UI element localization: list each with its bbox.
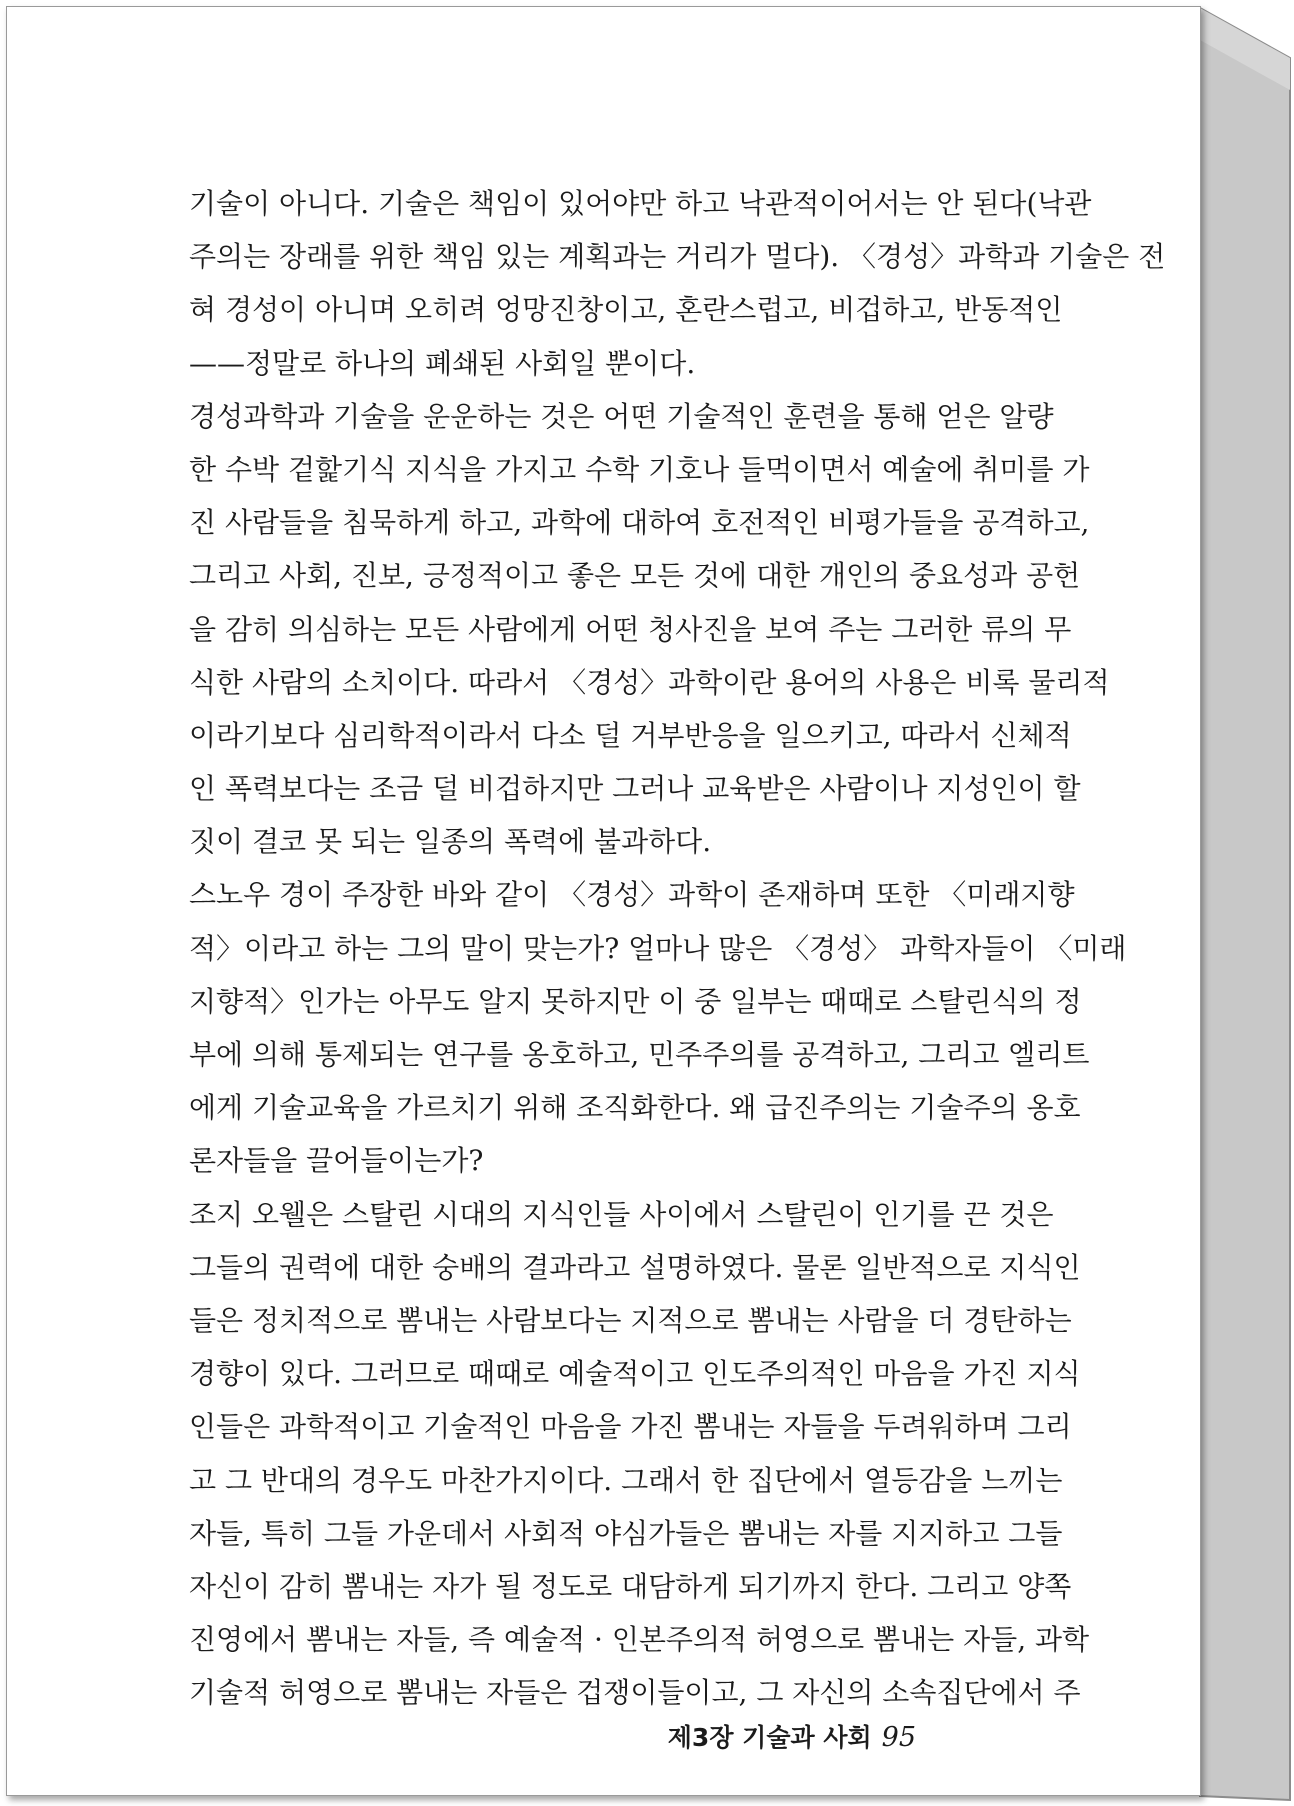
text-line: 에게 기술교육을 가르치기 위해 조직화한다. 왜 급진주의는 기술주의 옹호 xyxy=(189,1091,1081,1125)
text-line: 적〉이라고 하는 그의 말이 맞는가? 얼마나 많은 〈경성〉 과학자들이 〈미래 xyxy=(189,931,1127,965)
text-line: 들은 정치적으로 뽐내는 사람보다는 지적으로 뽐내는 사람을 더 경탄하는 xyxy=(189,1303,1072,1337)
text-line: 고 그 반대의 경우도 마찬가지이다. 그래서 한 집단에서 열등감을 느끼는 xyxy=(189,1463,1063,1497)
text-line: 스노우 경이 주장한 바와 같이 〈경성〉과학이 존재하며 또한 〈미래지향 xyxy=(189,878,1075,912)
text-line: 기술적 허영으로 뽐내는 자들은 겁쟁이들이고, 그 자신의 소속집단에서 주 xyxy=(189,1676,1081,1710)
book-page xyxy=(6,6,1201,1796)
text-line: 주의는 장래를 위한 책임 있는 계획과는 거리가 멀다). 〈경성〉과학과 기술은 전 xyxy=(189,240,1166,274)
text-line: 그들의 권력에 대한 숭배의 결과라고 설명하였다. 물론 일반적으로 지식인 xyxy=(189,1250,1081,1284)
text-line: 기술이 아니다. 기술은 책임이 있어야만 하고 낙관적이어서는 안 된다(낙관 xyxy=(189,187,1092,220)
chapter-title: 제3장 기술과 사회 xyxy=(667,1723,872,1752)
page-footer xyxy=(668,1718,916,1754)
text-line: 인들은 과학적이고 기술적인 마음을 가진 뽐내는 자들을 두려워하며 그리 xyxy=(189,1410,1072,1444)
body-text xyxy=(189,177,1166,1719)
text-line: 그리고 사회, 진보, 긍정적이고 좋은 모든 것에 대한 개인의 중요성과 공헌 xyxy=(189,559,1081,593)
text-line: 지향적〉인가는 아무도 알지 못하지만 이 중 일부는 때때로 스탈린식의 정 xyxy=(189,984,1082,1018)
text-line: 을 감히 의심하는 모든 사람에게 어떤 청사진을 보여 주는 그러한 류의 무 xyxy=(189,612,1072,646)
text-line: ——정말로 하나의 폐쇄된 사회일 뿐이다. xyxy=(189,346,696,380)
text-line: 경향이 있다. 그러므로 때때로 예술적이고 인도주의적인 마음을 가진 지식 xyxy=(189,1357,1081,1391)
text-line: 이라기보다 심리학적이라서 다소 덜 거부반응을 일으키고, 따라서 신체적 xyxy=(189,718,1072,752)
text-line: 진영에서 뽐내는 자들, 즉 예술적 · 인본주의적 허영으로 뽐내는 자들, 과학 xyxy=(189,1623,1090,1657)
text-line: 조지 오웰은 스탈린 시대의 지식인들 사이에서 스탈린이 인기를 끈 것은 xyxy=(189,1197,1054,1231)
text-line: 짓이 결코 못 되는 일종의 폭력에 불과하다. xyxy=(189,825,712,859)
text-line: 인 폭력보다는 조금 덜 비겁하지만 그러나 교육받은 사람이나 지성인이 할 xyxy=(189,772,1081,806)
text-line: 부에 의해 통제되는 연구를 옹호하고, 민주주의를 공격하고, 그리고 엘리트 xyxy=(189,1038,1090,1071)
text-line: 진 사람들을 침묵하게 하고, 과학에 대하여 호전적인 비평가들을 공격하고, xyxy=(189,506,1090,540)
text-line: 론자들을 끌어들이는가? xyxy=(189,1144,484,1178)
text-line: 혀 경성이 아니며 오히려 엉망진창이고, 혼란스럽고, 비겁하고, 반동적인 xyxy=(189,293,1063,327)
text-line: 경성과학과 기술을 운운하는 것은 어떤 기술적인 훈련을 통해 얻은 알량 xyxy=(189,399,1054,433)
text-line: 한 수박 겉핥기식 지식을 가지고 수학 기호나 들먹이면서 예술에 취미를 가 xyxy=(189,452,1090,486)
text-line: 식한 사람의 소치이다. 따라서 〈경성〉과학이란 용어의 사용은 비록 물리적 xyxy=(189,665,1110,699)
text-line: 자신이 감히 뽐내는 자가 될 정도로 대담하게 되기까지 한다. 그리고 양쪽 xyxy=(189,1569,1072,1603)
text-line: 자들, 특히 그들 가운데서 사회적 야심가들은 뽐내는 자를 지지하고 그들 xyxy=(189,1516,1063,1550)
page-number: 95 xyxy=(881,1722,916,1753)
